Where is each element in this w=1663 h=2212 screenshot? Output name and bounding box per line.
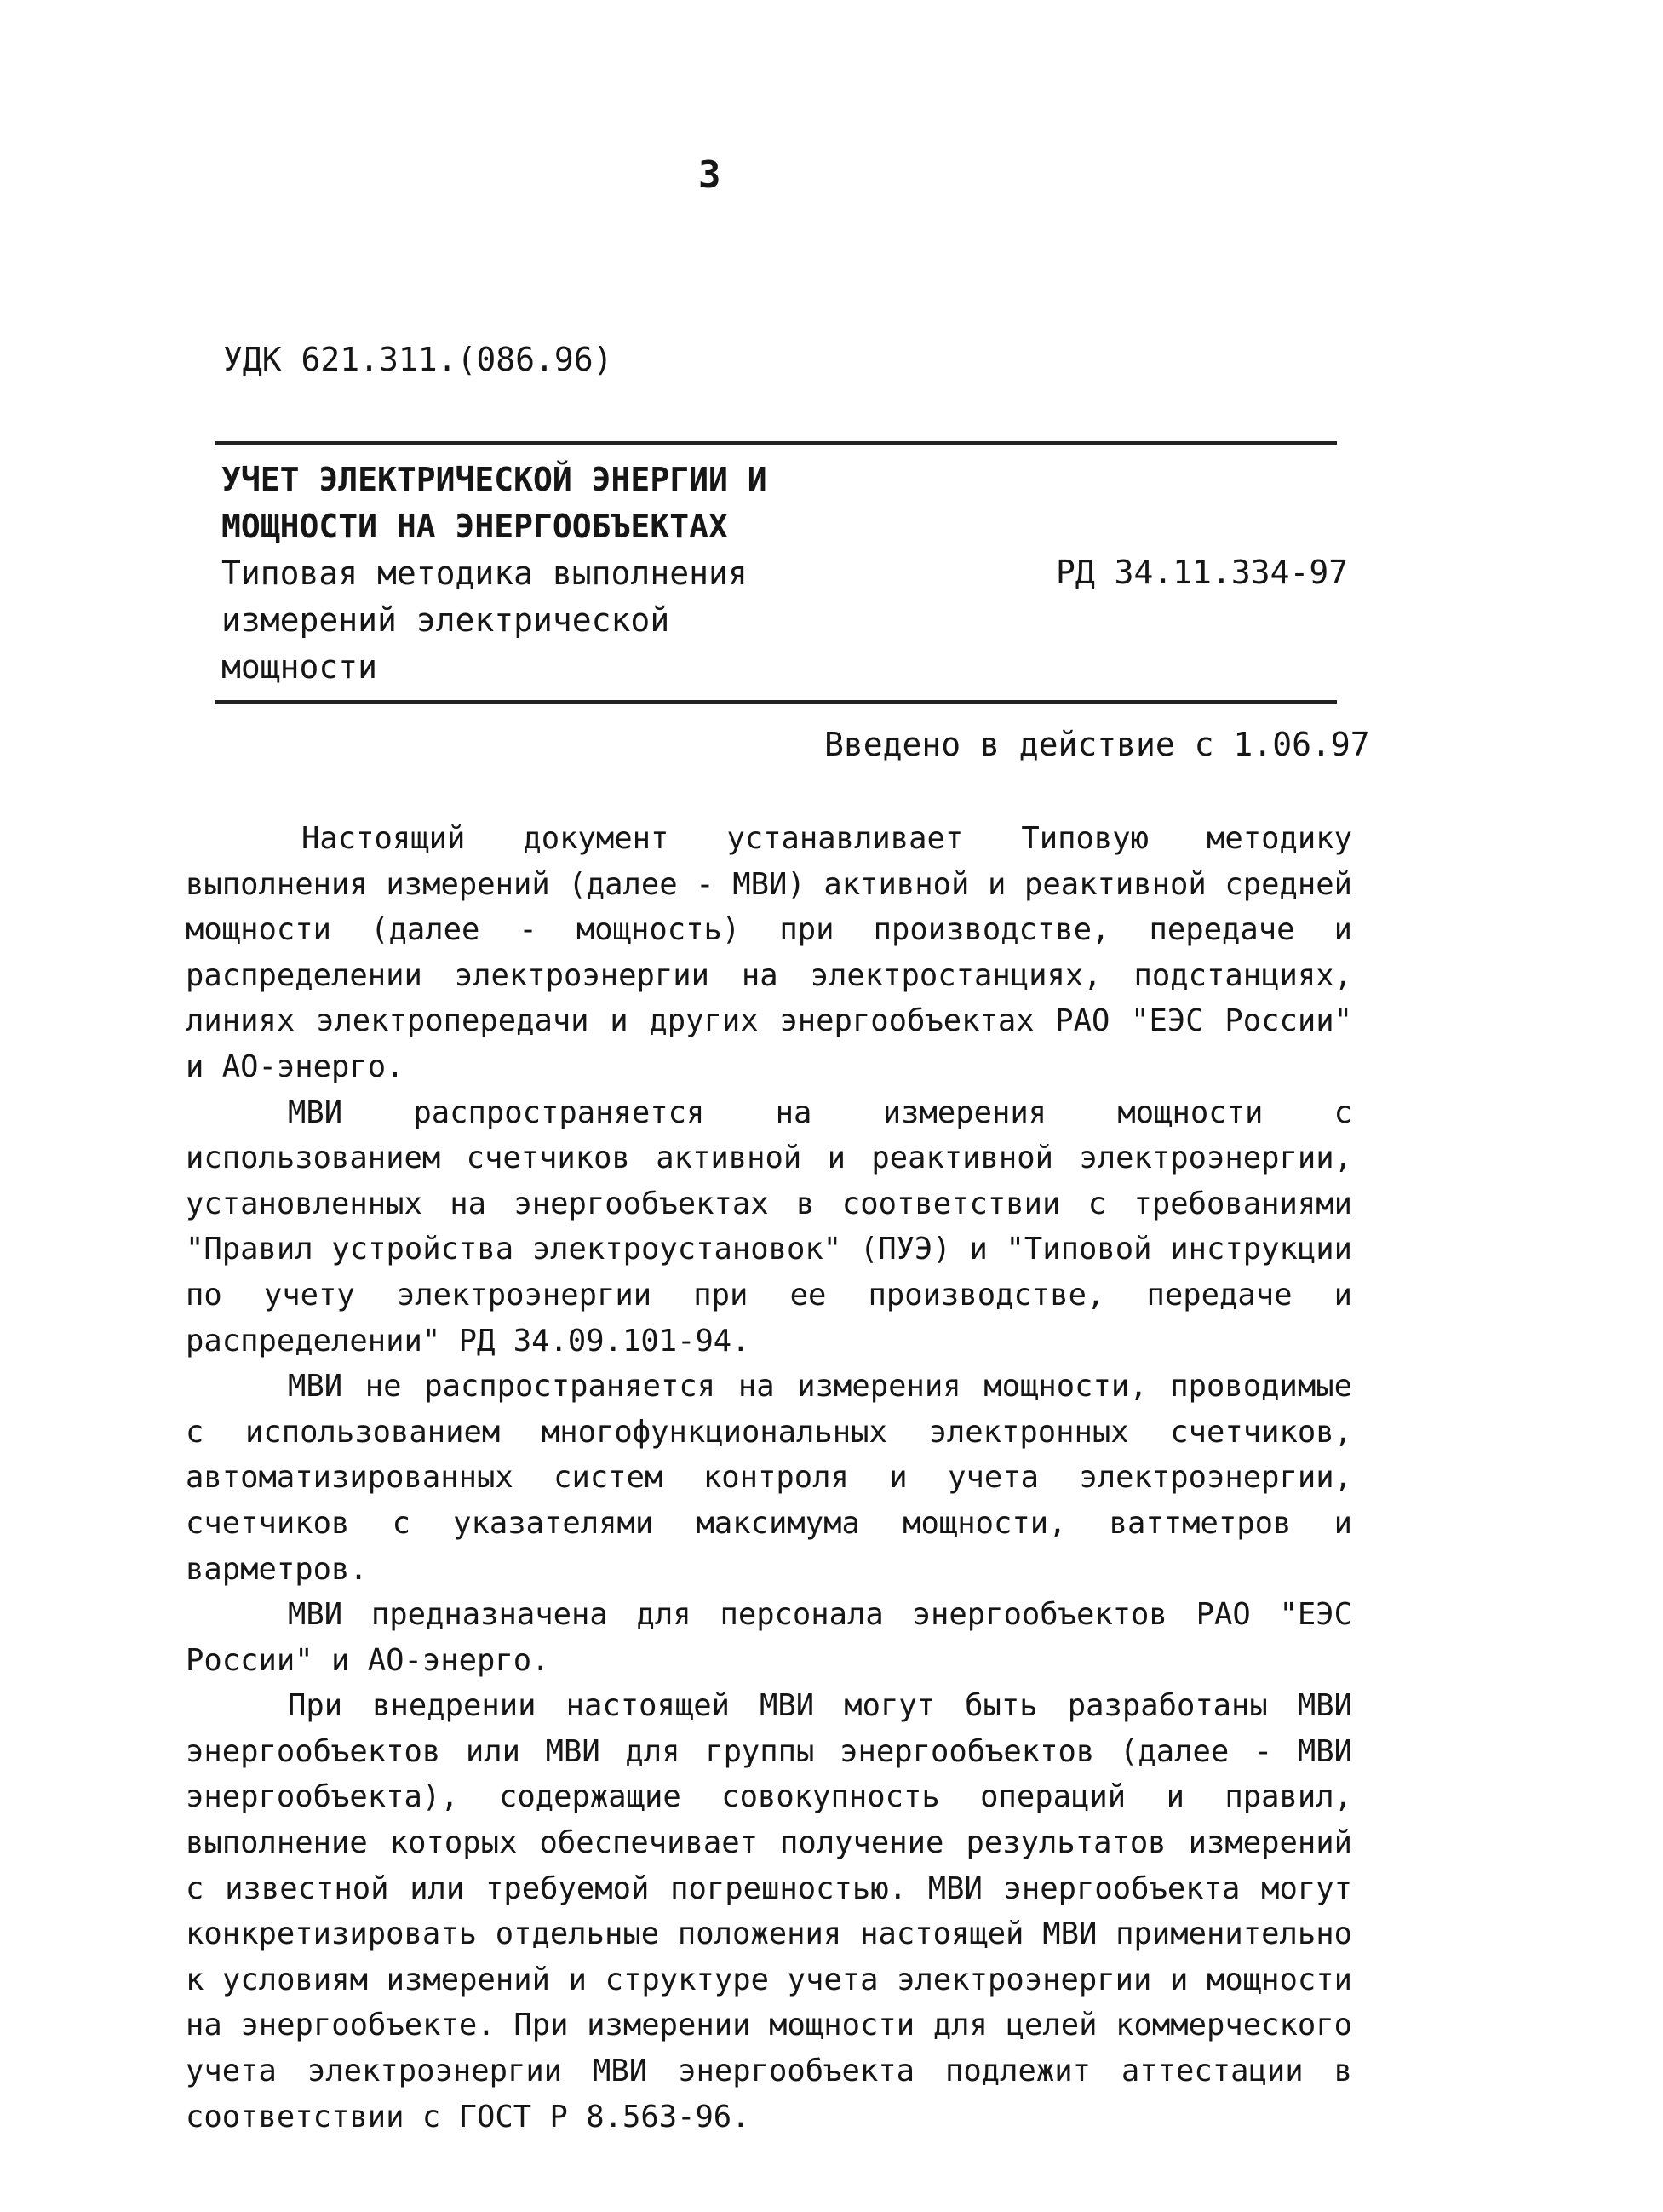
subtitle-line-3: мощности bbox=[221, 648, 378, 686]
paragraph-implementation: При внедрении настоящей МВИ могут быть разработаны МВИ энергообъектов или МВИ для группы энергообъектов (далее - МВИ энергообъекта), содержащие совокупность операций и правил, выполнение которых обеспечивает получение результатов измерений с известной или требуемой погрешностью. МВИ энергообъекта могут конкретизировать отдельные положения настоящей МВИ применительно к условиям измерений и структуре учета электроэнергии и мощности на энергообъекте. При измерении мощности для целей коммерческого учета электроэнергии МВИ энергообъекта подлежит аттестации в соответствии с ГОСТ Р 8.563-96. bbox=[186, 1688, 1352, 2134]
paragraph-exclusions: МВИ не распространяется на измерения мощности, проводимые с использованием многофункциональных электронных счетчиков, автоматизированных систем контроля и учета электроэнергии, счетчиков с указателями максимума мощности, ваттметров и варметров. bbox=[186, 1369, 1352, 1587]
document-title-block bbox=[221, 457, 767, 691]
subtitle-line-2: измерений электрической bbox=[221, 601, 670, 639]
document-code: РД 34.11.334-97 bbox=[1056, 554, 1349, 591]
title-top-rule bbox=[215, 441, 1337, 445]
title-line-2: МОЩНОСТИ НА ЭНЕРГООБЪЕКТАХ bbox=[221, 508, 728, 545]
document-body bbox=[186, 816, 1352, 2140]
page-number: 3 bbox=[698, 153, 721, 197]
udk-code: УДК 621.311.(086.96) bbox=[223, 341, 613, 378]
title-bottom-rule bbox=[215, 700, 1337, 704]
title-line-1: УЧЕТ ЭЛЕКТРИЧЕСКОЙ ЭНЕРГИИ И bbox=[221, 461, 767, 498]
subtitle-line-1: Типовая методика выполнения bbox=[221, 554, 748, 592]
effective-date: Введено в действие с 1.06.97 bbox=[824, 726, 1370, 763]
paragraph-applicability: МВИ распространяется на измерения мощности с использованием счетчиков активной и реактивной электроэнергии, установленных на энергообъектах в соответствии с требованиями "Правил устройства электроустановок" (ПУЭ) и "Типовой инструкции по учету электроэнергии при ее производстве, передаче и распределении" РД 34.09.101-94. bbox=[186, 1095, 1352, 1359]
paragraph-audience: МВИ предназначена для персонала энергообъектов РАО "ЕЭС России" и АО-энерго. bbox=[186, 1597, 1352, 1678]
paragraph-scope: Настоящий документ устанавливает Типовую методику выполнения измерений (далее - МВИ) активной и реактивной средней мощности (далее - мощность) при производстве, передаче и распределении электроэнергии на электростанциях, подстанциях, линиях электропередачи и других энергообъектах РАО "ЕЭС России" и АО-энерго. bbox=[186, 821, 1352, 1084]
